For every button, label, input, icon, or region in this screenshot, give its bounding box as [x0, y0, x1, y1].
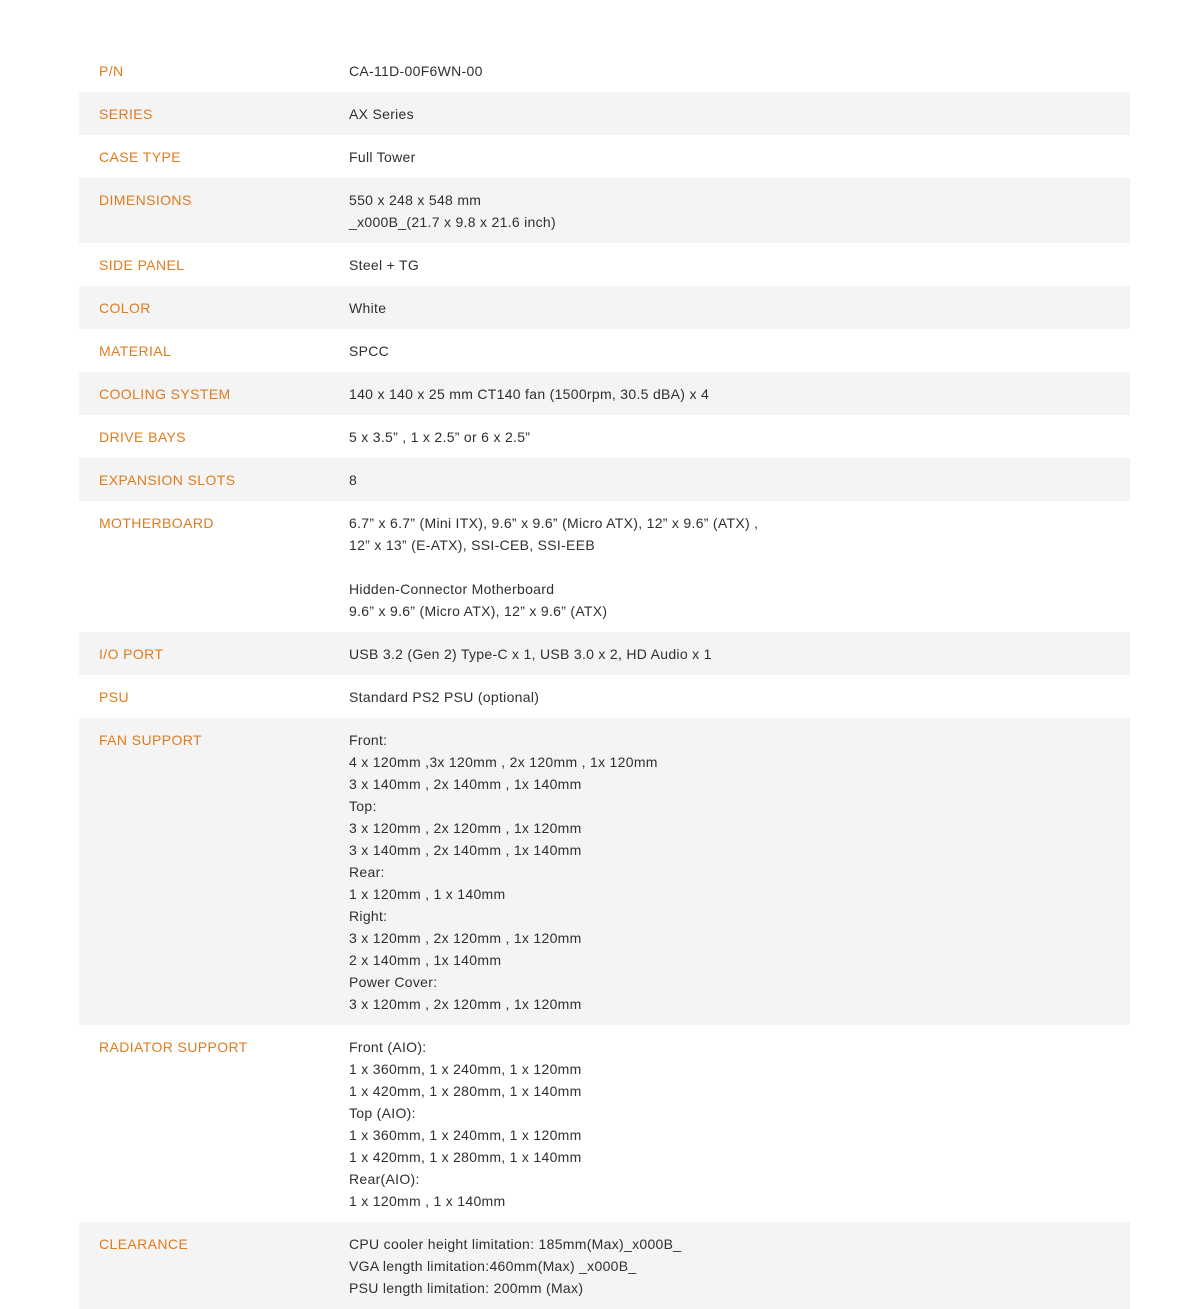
spec-value-line: 1 x 420mm, 1 x 280mm, 1 x 140mm	[349, 1083, 582, 1099]
spec-value-line: 1 x 360mm, 1 x 240mm, 1 x 120mm	[349, 1061, 582, 1077]
spec-label: DIMENSIONS	[99, 192, 192, 208]
spec-value-line: Power Cover:	[349, 974, 438, 990]
spec-value	[349, 383, 1130, 405]
spec-label: P/N	[99, 63, 124, 79]
spec-value	[349, 103, 1130, 125]
spec-value-line: 550 x 248 x 548 mm	[349, 192, 482, 208]
spec-value-line: _x000B_(21.7 x 9.8 x 21.6 inch)	[349, 214, 556, 230]
spec-label: SIDE PANEL	[99, 257, 185, 273]
spec-value-line: 1 x 360mm, 1 x 240mm, 1 x 120mm	[349, 1127, 582, 1143]
spec-value-line: 1 x 120mm , 1 x 140mm	[349, 886, 506, 902]
spec-value	[349, 643, 1130, 665]
spec-value-line: 1 x 420mm, 1 x 280mm, 1 x 140mm	[349, 1149, 582, 1165]
spec-label: CLEARANCE	[99, 1236, 189, 1252]
spec-value-line: Front (AIO):	[349, 1039, 427, 1055]
spec-value-line	[349, 556, 1130, 578]
spec-value	[349, 60, 1130, 82]
spec-row	[79, 1222, 1130, 1309]
spec-value-line: 3 x 120mm , 2x 120mm , 1x 120mm	[349, 996, 582, 1012]
spec-value	[349, 469, 1130, 491]
spec-label: COLOR	[99, 300, 151, 316]
spec-row	[79, 178, 1130, 243]
spec-value-line: 3 x 140mm , 2x 140mm , 1x 140mm	[349, 776, 582, 792]
spec-value-line: 1 x 120mm , 1 x 140mm	[349, 1193, 506, 1209]
spec-value-line: 6.7” x 6.7” (Mini ITX), 9.6” x 9.6” (Micro ATX), 12” x 9.6” (ATX) ,	[349, 515, 759, 531]
spec-value-line: Standard PS2 PSU (optional)	[349, 689, 540, 705]
spec-value-line: 5 x 3.5” , 1 x 2.5” or 6 x 2.5”	[349, 429, 531, 445]
spec-row	[79, 718, 1130, 1025]
spec-value-line: Rear(AIO):	[349, 1171, 420, 1187]
spec-value	[349, 512, 1130, 622]
spec-value-line: 3 x 120mm , 2x 120mm , 1x 120mm	[349, 930, 582, 946]
spec-value	[349, 254, 1130, 276]
spec-value-line: 2 x 140mm , 1x 140mm	[349, 952, 502, 968]
spec-value-line: CPU cooler height limitation: 185mm(Max)_x000B_	[349, 1236, 682, 1252]
spec-value	[349, 426, 1130, 448]
spec-value	[349, 1036, 1130, 1212]
spec-value	[349, 686, 1130, 708]
spec-row	[79, 329, 1130, 372]
spec-value	[349, 146, 1130, 168]
spec-value-line: Top (AIO):	[349, 1105, 416, 1121]
spec-value-line: Hidden-Connector Motherboard	[349, 581, 555, 597]
spec-value-line: Top:	[349, 798, 377, 814]
spec-value	[349, 729, 1130, 1015]
spec-row	[79, 501, 1130, 632]
spec-label: MATERIAL	[99, 343, 172, 359]
spec-value-line: SPCC	[349, 343, 390, 359]
spec-value	[349, 340, 1130, 362]
spec-row	[79, 243, 1130, 286]
spec-row	[79, 1025, 1130, 1222]
spec-row	[79, 372, 1130, 415]
spec-row	[79, 632, 1130, 675]
spec-value-line: USB 3.2 (Gen 2) Type-C x 1, USB 3.0 x 2, HD Audio x 1	[349, 646, 712, 662]
spec-value-line: CA-11D-00F6WN-00	[349, 63, 483, 79]
spec-value-line: Steel + TG	[349, 257, 420, 273]
spec-value-line: VGA length limitation:460mm(Max) _x000B_	[349, 1258, 637, 1274]
spec-value-line: 8	[349, 472, 358, 488]
spec-label: I/O PORT	[99, 646, 164, 662]
spec-label: SERIES	[99, 106, 153, 122]
spec-row	[79, 675, 1130, 718]
spec-value-line: 140 x 140 x 25 mm CT140 fan (1500rpm, 30.5 dBA) x 4	[349, 386, 710, 402]
spec-value-line: 4 x 120mm ,3x 120mm , 2x 120mm , 1x 120mm	[349, 754, 658, 770]
spec-label: FAN SUPPORT	[99, 732, 202, 748]
spec-label: PSU	[99, 689, 129, 705]
spec-label: CASE TYPE	[99, 149, 181, 165]
spec-value-line: Rear:	[349, 864, 385, 880]
spec-row	[79, 92, 1130, 135]
spec-value-line: Right:	[349, 908, 388, 924]
spec-value-line: 3 x 120mm , 2x 120mm , 1x 120mm	[349, 820, 582, 836]
spec-value	[349, 189, 1130, 233]
spec-label: DRIVE BAYS	[99, 429, 186, 445]
spec-label: EXPANSION SLOTS	[99, 472, 236, 488]
spec-value-line: Front:	[349, 732, 388, 748]
spec-value-line: 3 x 140mm , 2x 140mm , 1x 140mm	[349, 842, 582, 858]
spec-value-line: AX Series	[349, 106, 414, 122]
spec-table	[79, 49, 1130, 1309]
spec-row	[79, 49, 1130, 92]
spec-row	[79, 286, 1130, 329]
spec-row	[79, 135, 1130, 178]
spec-label: MOTHERBOARD	[99, 515, 214, 531]
spec-value-line: Full Tower	[349, 149, 416, 165]
spec-label: COOLING SYSTEM	[99, 386, 231, 402]
spec-value-line: PSU length limitation: 200mm (Max)	[349, 1280, 584, 1296]
spec-row	[79, 458, 1130, 501]
spec-value	[349, 297, 1130, 319]
spec-value-line: 12” x 13” (E-ATX), SSI-CEB, SSI-EEB	[349, 537, 595, 553]
spec-value-line: White	[349, 300, 387, 316]
spec-row	[79, 415, 1130, 458]
spec-label: RADIATOR SUPPORT	[99, 1039, 248, 1055]
spec-value-line: 9.6” x 9.6” (Micro ATX), 12” x 9.6” (ATX)	[349, 603, 608, 619]
spec-value	[349, 1233, 1130, 1299]
